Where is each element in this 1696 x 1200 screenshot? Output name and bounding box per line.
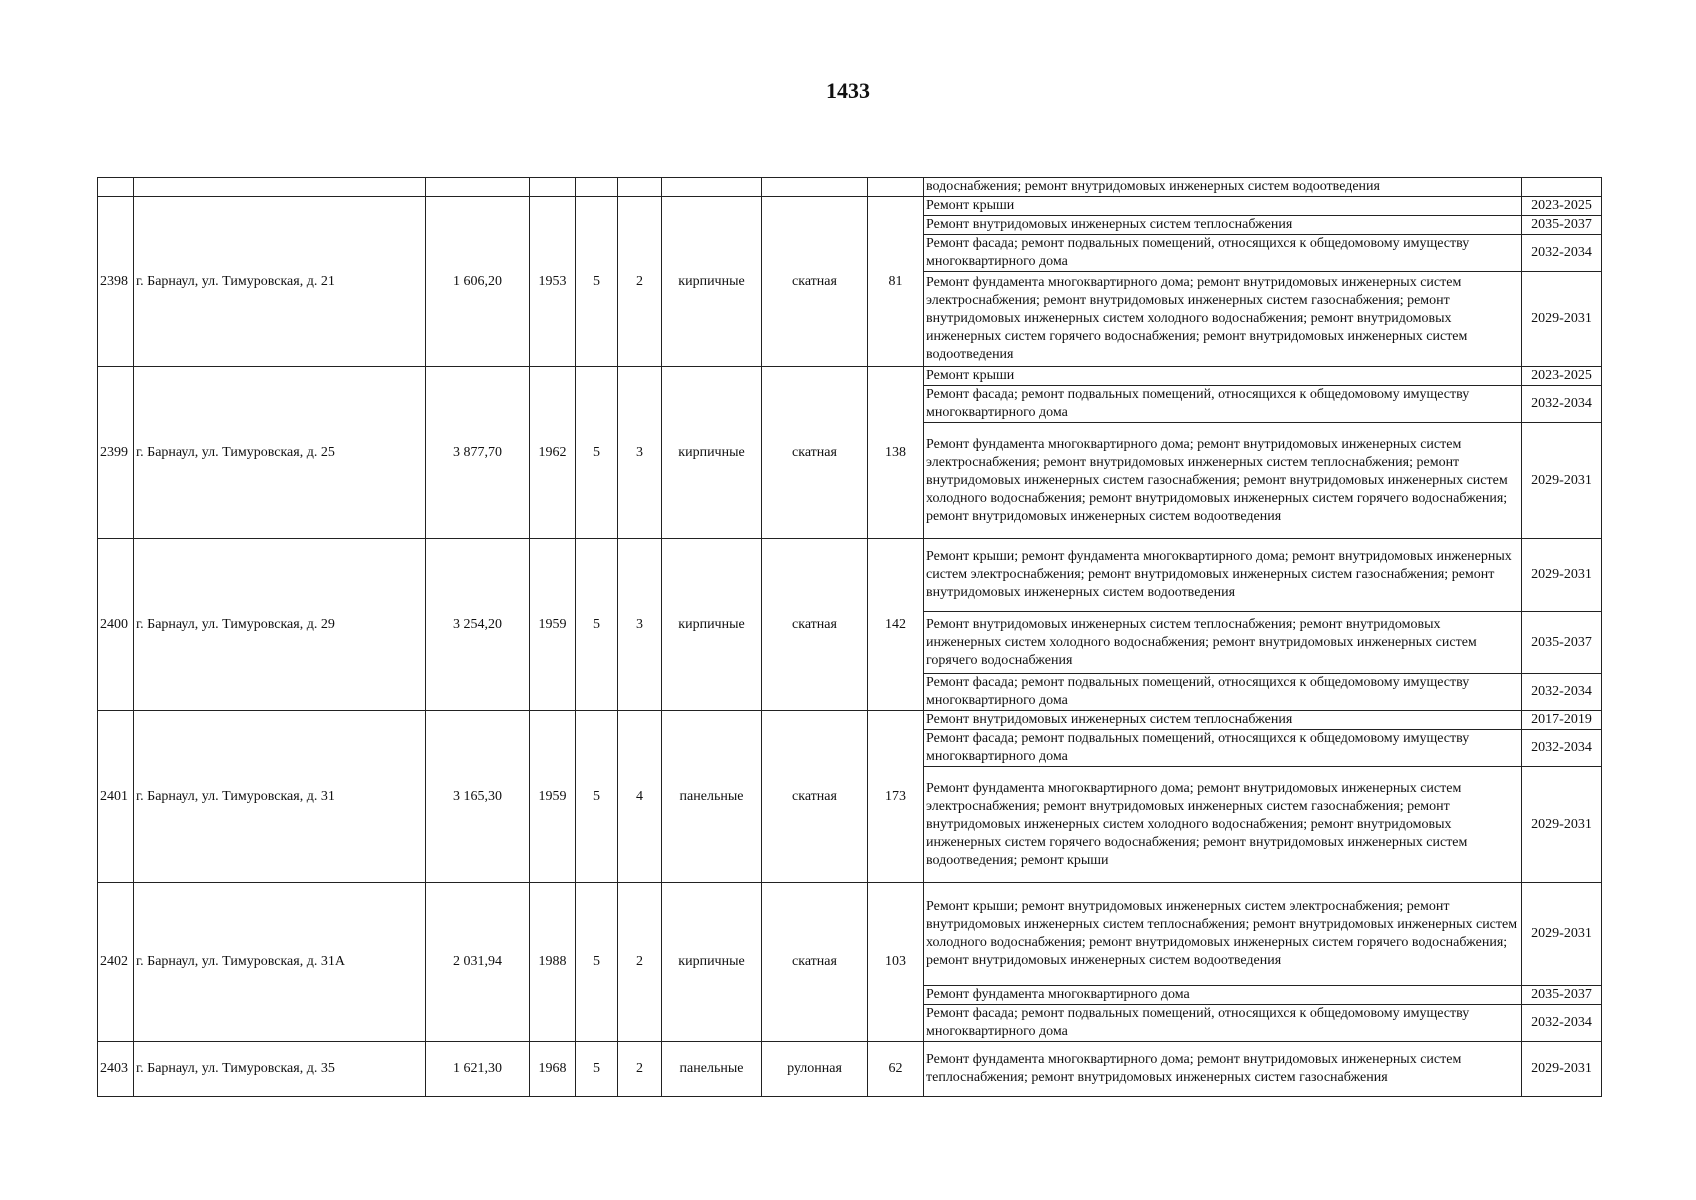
house-wall-material: кирпичные <box>662 883 762 1042</box>
table-row <box>98 1042 1602 1097</box>
house-number: 2403 <box>98 1042 134 1097</box>
house-residents: 142 <box>868 539 924 711</box>
house-residents: 173 <box>868 711 924 883</box>
house-entrances: 3 <box>618 367 662 539</box>
table-row <box>98 539 1602 612</box>
work-period: 2029-2031 <box>1522 883 1602 986</box>
house-area: 3 254,20 <box>426 539 530 711</box>
house-address: г. Барнаул, ул. Тимуровская, д. 21 <box>134 197 426 367</box>
work-description: Ремонт крыши; ремонт фундамента многоквартирного дома; ремонт внутридомовых инженерных систем электроснабжения; ремонт внутридомовых инженерных систем газоснабжения; ремонт внутридомовых инженерных систем водоотведения <box>924 539 1522 612</box>
house-year: 1959 <box>530 711 576 883</box>
house-roof-type: скатная <box>762 197 868 367</box>
house-floors: 5 <box>576 1042 618 1097</box>
work-description: Ремонт фасада; ремонт подвальных помещений, относящихся к общедомовому имуществу многоквартирного дома <box>924 235 1522 272</box>
house-area: 3 165,30 <box>426 711 530 883</box>
house-year: 1962 <box>530 367 576 539</box>
empty-cell <box>618 178 662 197</box>
house-address: г. Барнаул, ул. Тимуровская, д. 31 <box>134 711 426 883</box>
house-residents: 138 <box>868 367 924 539</box>
house-number: 2398 <box>98 197 134 367</box>
house-floors: 5 <box>576 711 618 883</box>
house-number: 2401 <box>98 711 134 883</box>
work-period: 2023-2025 <box>1522 197 1602 216</box>
continuation-row <box>98 178 1602 197</box>
empty-cell <box>762 178 868 197</box>
empty-cell <box>868 178 924 197</box>
work-description: Ремонт внутридомовых инженерных систем теплоснабжения <box>924 216 1522 235</box>
house-entrances: 2 <box>618 1042 662 1097</box>
work-period: 2035-2037 <box>1522 986 1602 1005</box>
house-wall-material: панельные <box>662 711 762 883</box>
work-period: 2032-2034 <box>1522 386 1602 423</box>
house-area: 1 606,20 <box>426 197 530 367</box>
house-entrances: 2 <box>618 883 662 1042</box>
house-address: г. Барнаул, ул. Тимуровская, д. 29 <box>134 539 426 711</box>
register-table-wrap <box>97 177 1601 1097</box>
work-period: 2032-2034 <box>1522 730 1602 767</box>
work-period <box>1522 178 1602 197</box>
work-description: Ремонт фасада; ремонт подвальных помещений, относящихся к общедомовому имуществу многоквартирного дома <box>924 1005 1522 1042</box>
work-period: 2029-2031 <box>1522 767 1602 883</box>
work-period: 2029-2031 <box>1522 423 1602 539</box>
house-residents: 62 <box>868 1042 924 1097</box>
house-roof-type: скатная <box>762 539 868 711</box>
work-period: 2029-2031 <box>1522 272 1602 367</box>
house-address: г. Барнаул, ул. Тимуровская, д. 31А <box>134 883 426 1042</box>
work-period: 2032-2034 <box>1522 1005 1602 1042</box>
work-period: 2029-2031 <box>1522 539 1602 612</box>
house-residents: 81 <box>868 197 924 367</box>
work-description: Ремонт фундамента многоквартирного дома; ремонт внутридомовых инженерных систем электроснабжения; ремонт внутридомовых инженерных систем газоснабжения; ремонт внутридомовых инженерных систем холодного водоснабжения; ремонт внутридомовых инженерных систем горячего водоснабжения; ремонт внутридомовых инженерных систем водоотведения <box>924 272 1522 367</box>
house-number: 2399 <box>98 367 134 539</box>
table-row <box>98 711 1602 730</box>
house-area: 1 621,30 <box>426 1042 530 1097</box>
work-description: Ремонт внутридомовых инженерных систем теплоснабжения <box>924 711 1522 730</box>
work-period: 2032-2034 <box>1522 235 1602 272</box>
house-roof-type: скатная <box>762 711 868 883</box>
work-period: 2029-2031 <box>1522 1042 1602 1097</box>
work-description: Ремонт внутридомовых инженерных систем теплоснабжения; ремонт внутридомовых инженерных систем холодного водоснабжения; ремонт внутридомовых инженерных систем горячего водоснабжения <box>924 612 1522 674</box>
page-number: 1433 <box>826 78 870 103</box>
house-roof-type: рулонная <box>762 1042 868 1097</box>
table-row <box>98 367 1602 386</box>
work-description: Ремонт фасада; ремонт подвальных помещений, относящихся к общедомовому имуществу многоквартирного дома <box>924 386 1522 423</box>
house-wall-material: кирпичные <box>662 367 762 539</box>
work-description: Ремонт крыши <box>924 367 1522 386</box>
empty-cell <box>134 178 426 197</box>
empty-cell <box>426 178 530 197</box>
table-row <box>98 197 1602 216</box>
empty-cell <box>530 178 576 197</box>
register-table-body <box>98 178 1602 1097</box>
work-description: Ремонт фасада; ремонт подвальных помещений, относящихся к общедомовому имуществу многоквартирного дома <box>924 674 1522 711</box>
work-description: водоснабжения; ремонт внутридомовых инженерных систем водоотведения <box>924 178 1522 197</box>
empty-cell <box>576 178 618 197</box>
house-entrances: 2 <box>618 197 662 367</box>
work-period: 2035-2037 <box>1522 612 1602 674</box>
table-row <box>98 883 1602 986</box>
register-table <box>97 177 1602 1097</box>
work-period: 2032-2034 <box>1522 674 1602 711</box>
house-roof-type: скатная <box>762 367 868 539</box>
house-wall-material: кирпичные <box>662 197 762 367</box>
house-floors: 5 <box>576 197 618 367</box>
work-period: 2035-2037 <box>1522 216 1602 235</box>
house-address: г. Барнаул, ул. Тимуровская, д. 35 <box>134 1042 426 1097</box>
empty-cell <box>98 178 134 197</box>
house-year: 1968 <box>530 1042 576 1097</box>
work-description: Ремонт крыши <box>924 197 1522 216</box>
house-floors: 5 <box>576 883 618 1042</box>
house-address: г. Барнаул, ул. Тимуровская, д. 25 <box>134 367 426 539</box>
work-description: Ремонт фундамента многоквартирного дома; ремонт внутридомовых инженерных систем электроснабжения; ремонт внутридомовых инженерных систем теплоснабжения; ремонт внутридомовых инженерных систем газоснабжения; ремонт внутридомовых инженерных систем холодного водоснабжения; ремонт внутридомовых инженерных систем горячего водоснабжения; ремонт внутридомовых инженерных систем водоотведения <box>924 423 1522 539</box>
work-period: 2017-2019 <box>1522 711 1602 730</box>
house-area: 3 877,70 <box>426 367 530 539</box>
work-description: Ремонт фундамента многоквартирного дома; ремонт внутридомовых инженерных систем теплоснабжения; ремонт внутридомовых инженерных систем газоснабжения <box>924 1042 1522 1097</box>
house-roof-type: скатная <box>762 883 868 1042</box>
house-number: 2400 <box>98 539 134 711</box>
house-wall-material: кирпичные <box>662 539 762 711</box>
house-wall-material: панельные <box>662 1042 762 1097</box>
empty-cell <box>662 178 762 197</box>
house-entrances: 4 <box>618 711 662 883</box>
work-description: Ремонт фундамента многоквартирного дома; ремонт внутридомовых инженерных систем электроснабжения; ремонт внутридомовых инженерных систем газоснабжения; ремонт внутридомовых инженерных систем холодного водоснабжения; ремонт внутридомовых инженерных систем горячего водоснабжения; ремонт внутридомовых инженерных систем водоотведения; ремонт крыши <box>924 767 1522 883</box>
house-year: 1953 <box>530 197 576 367</box>
house-year: 1959 <box>530 539 576 711</box>
house-year: 1988 <box>530 883 576 1042</box>
house-residents: 103 <box>868 883 924 1042</box>
work-description: Ремонт крыши; ремонт внутридомовых инженерных систем электроснабжения; ремонт внутридомовых инженерных систем теплоснабжения; ремонт внутридомовых инженерных систем холодного водоснабжения; ремонт внутридомовых инженерных систем горячего водоснабжения; ремонт внутридомовых инженерных систем водоотведения <box>924 883 1522 986</box>
house-number: 2402 <box>98 883 134 1042</box>
work-description: Ремонт фасада; ремонт подвальных помещений, относящихся к общедомовому имуществу многоквартирного дома <box>924 730 1522 767</box>
house-area: 2 031,94 <box>426 883 530 1042</box>
work-period: 2023-2025 <box>1522 367 1602 386</box>
house-floors: 5 <box>576 539 618 711</box>
house-floors: 5 <box>576 367 618 539</box>
house-entrances: 3 <box>618 539 662 711</box>
work-description: Ремонт фундамента многоквартирного дома <box>924 986 1522 1005</box>
